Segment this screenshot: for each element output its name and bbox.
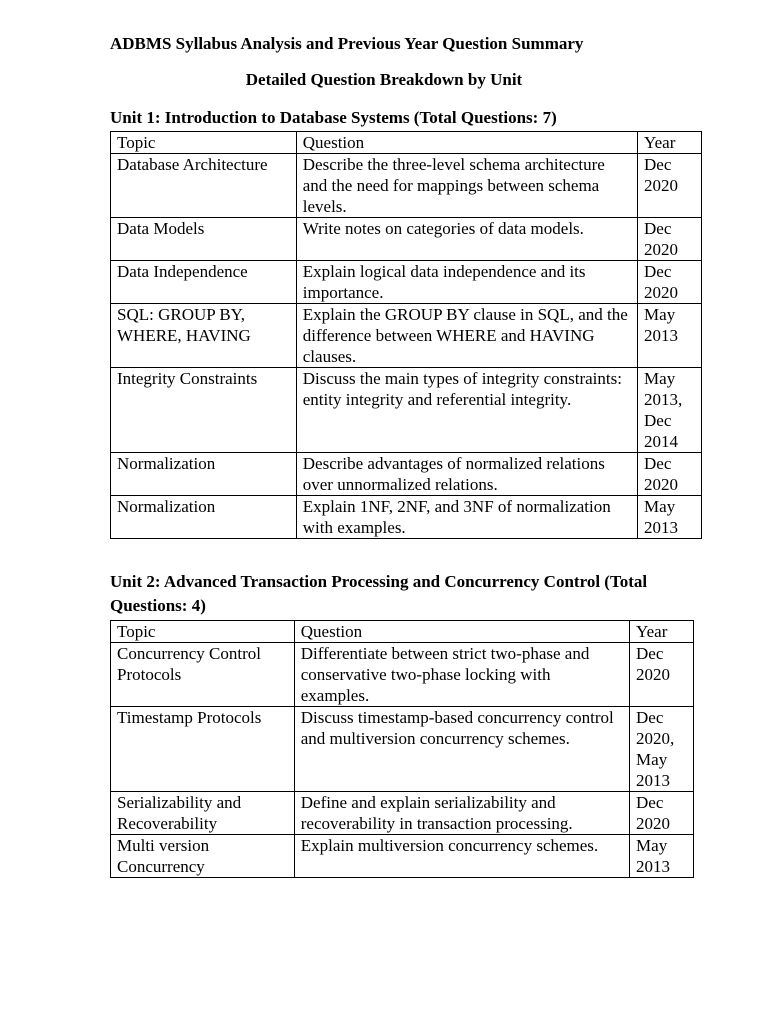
- table-row: [111, 218, 702, 261]
- question-cell: Discuss the main types of integrity constraints: entity integrity and referential integrity.: [296, 368, 637, 453]
- question-cell: Explain logical data independence and its importance.: [296, 261, 637, 304]
- unit-2-question-table: [110, 620, 694, 878]
- question-cell: Explain the GROUP BY clause in SQL, and the difference between WHERE and HAVING clauses.: [296, 304, 637, 368]
- question-cell: Define and explain serializability and recoverability in transaction processing.: [294, 792, 629, 835]
- unit-1-question-table: [110, 131, 702, 539]
- table-row: [111, 261, 702, 304]
- table-row: [111, 368, 702, 453]
- topic-cell: Serializability and Recoverability: [111, 792, 295, 835]
- year-cell: May 2013: [638, 304, 702, 368]
- table-row: [111, 154, 702, 218]
- question-cell: Explain 1NF, 2NF, and 3NF of normalization with examples.: [296, 496, 637, 539]
- table-row: [111, 453, 702, 496]
- topic-cell: Normalization: [111, 496, 297, 539]
- topic-cell: Normalization: [111, 453, 297, 496]
- year-cell: May 2013, Dec 2014: [638, 368, 702, 453]
- question-cell: Differentiate between strict two-phase and conservative two-phase locking with examples.: [294, 643, 629, 707]
- table-row: [111, 643, 694, 707]
- table-row: [111, 835, 694, 878]
- topic-cell: Integrity Constraints: [111, 368, 297, 453]
- year-cell: Dec 2020: [638, 154, 702, 218]
- section-subtitle: Detailed Question Breakdown by Unit: [245, 70, 523, 89]
- year-cell: Dec 2020: [630, 792, 694, 835]
- topic-cell: Multi version Concurrency: [111, 835, 295, 878]
- table-header-row: [111, 621, 694, 643]
- column-header-question: Question: [296, 132, 637, 154]
- topic-cell: Data Independence: [111, 261, 297, 304]
- column-header-topic: Topic: [111, 132, 297, 154]
- year-cell: Dec 2020: [638, 453, 702, 496]
- page-title: ADBMS Syllabus Analysis and Previous Year Question Summary: [110, 34, 584, 53]
- question-cell: Explain multiversion concurrency schemes.: [294, 835, 629, 878]
- year-cell: May 2013: [638, 496, 702, 539]
- table-row: [111, 707, 694, 792]
- year-cell: May 2013: [630, 835, 694, 878]
- column-header-topic: Topic: [111, 621, 295, 643]
- topic-cell: Concurrency Control Protocols: [111, 643, 295, 707]
- year-cell: Dec 2020: [638, 261, 702, 304]
- question-cell: Describe advantages of normalized relations over unnormalized relations.: [296, 453, 637, 496]
- topic-cell: Timestamp Protocols: [111, 707, 295, 792]
- question-cell: Describe the three-level schema architecture and the need for mappings between schema levels.: [296, 154, 637, 218]
- question-cell: Discuss timestamp-based concurrency control and multiversion concurrency schemes.: [294, 707, 629, 792]
- table-header-row: [111, 132, 702, 154]
- question-cell: Write notes on categories of data models.: [296, 218, 637, 261]
- topic-cell: Data Models: [111, 218, 297, 261]
- year-cell: Dec 2020, May 2013: [630, 707, 694, 792]
- topic-cell: SQL: GROUP BY, WHERE, HAVING: [111, 304, 297, 368]
- unit-2-heading: Unit 2: Advanced Transaction Processing and Concurrency Control (Total Questions: 4): [110, 572, 648, 615]
- year-cell: Dec 2020: [638, 218, 702, 261]
- table-row: [111, 496, 702, 539]
- column-header-year: Year: [630, 621, 694, 643]
- unit-1-heading: Unit 1: Introduction to Database Systems (Total Questions: 7): [110, 108, 557, 127]
- column-header-year: Year: [638, 132, 702, 154]
- year-cell: Dec 2020: [630, 643, 694, 707]
- column-header-question: Question: [294, 621, 629, 643]
- topic-cell: Database Architecture: [111, 154, 297, 218]
- table-row: [111, 792, 694, 835]
- table-row: [111, 304, 702, 368]
